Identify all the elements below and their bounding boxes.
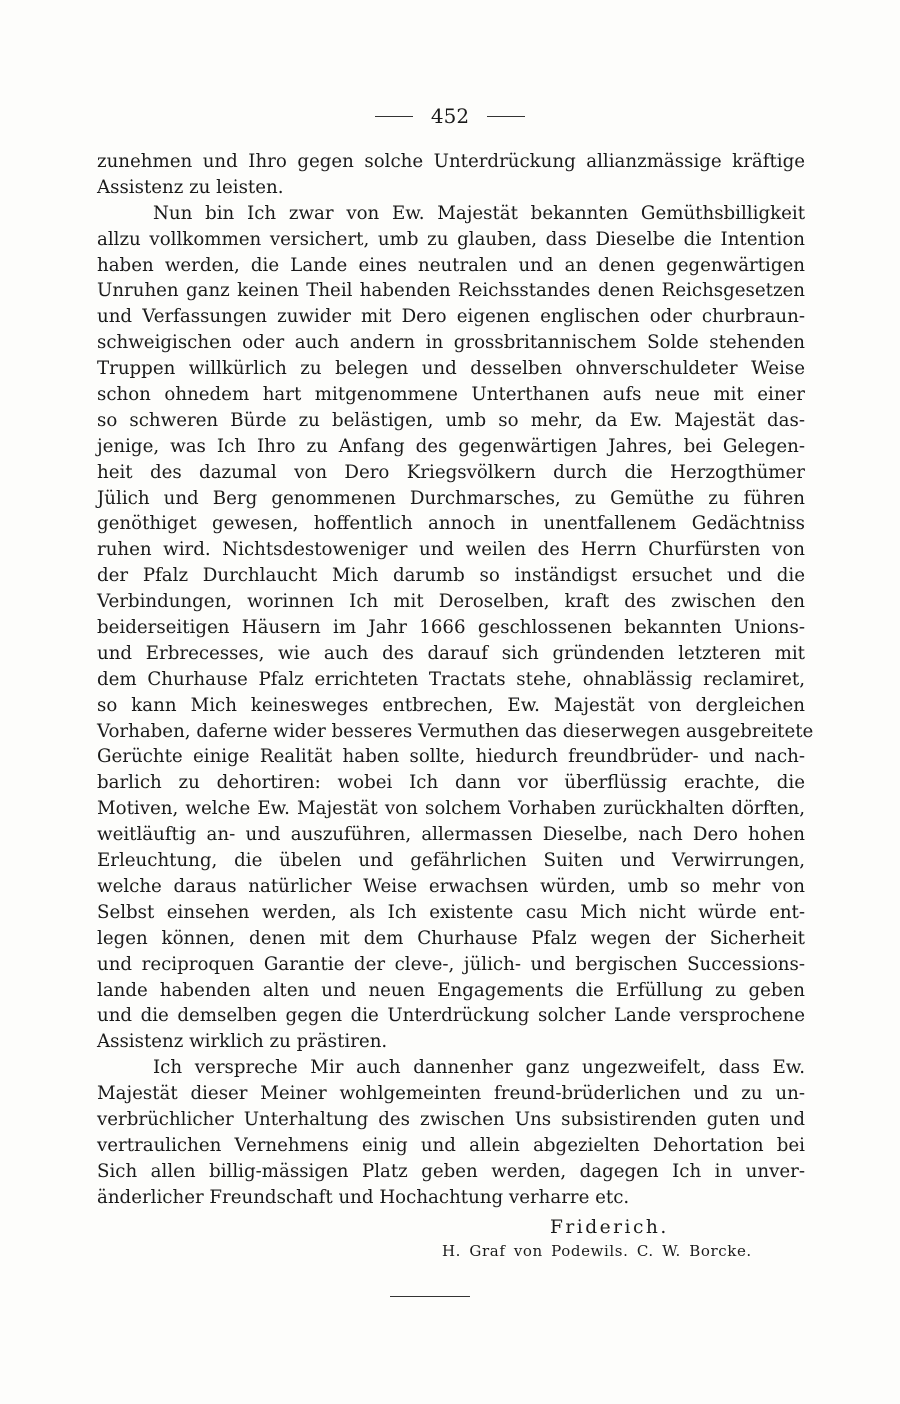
text-line: änderlicher Freundschaft und Hochachtung verharre etc. xyxy=(97,1186,630,1208)
text-line: lande habenden alten und neuen Engagements die Erfüllung zu geben xyxy=(97,979,805,1001)
page-number-rule-left xyxy=(375,116,413,117)
text-line: haben werden, die Lande eines neutralen und an denen gegenwärtigen xyxy=(97,254,805,276)
text-line: Ich verspreche Mir auch dannenher ganz ungezweifelt, dass Ew. xyxy=(153,1057,805,1079)
text-line: der Pfalz Durchlaucht Mich darumb so inständigst ersuchet und die xyxy=(97,565,805,587)
letter-body xyxy=(97,149,814,1211)
text-line: so schweren Bürde zu belästigen, umb so mehr, da Ew. Majestät das- xyxy=(97,409,805,431)
text-line: allzu vollkommen versichert, umb zu glauben, dass Dieselbe die Intention xyxy=(97,228,805,250)
text-line: barlich zu dehortiren: wobei Ich dann vor überflüssig erachte, die xyxy=(97,772,805,794)
page-number: 452 xyxy=(430,104,470,128)
text-line: ruhen wird. Nichtsdestoweniger und weilen des Herrn Churfürsten von xyxy=(97,539,805,561)
text-line: dem Churhause Pfalz errichteten Tractats stehe, ohnablässig reclamiret, xyxy=(97,668,805,690)
text-line: und reciproquen Garantie der cleve-, jülich- und bergischen Successions- xyxy=(97,953,805,975)
text-line: und die demselben gegen die Unterdrückung solcher Lande versprochene xyxy=(97,1005,805,1027)
text-line: Majestät dieser Meiner wohlgemeinten freund-brüderlichen und zu un- xyxy=(97,1083,805,1105)
text-line: schon ohnedem hart mitgenommene Unterthanen aufs neue mit einer xyxy=(97,384,805,406)
text-line: welche daraus natürlicher Weise erwachsen würden, umb so mehr von xyxy=(97,875,805,897)
text-line: weitläuftig an- und auszuführen, allermassen Dieselbe, nach Dero hohen xyxy=(97,824,805,846)
text-line: Gerüchte einige Realität haben sollte, hiedurch freundbrüder- und nach- xyxy=(97,746,805,768)
text-line: beiderseitigen Häusern im Jahr 1666 geschlossenen bekannten Unions- xyxy=(97,617,805,639)
text-line: Vorhaben, daferne wider besseres Vermuthen das dieserwegen ausgebreitete xyxy=(97,720,814,742)
text-line: genöthiget gewesen, hoffentlich annoch in unentfallenem Gedächtniss xyxy=(97,513,805,535)
text-line: vertraulichen Vernehmens einig und allein abgezielten Dehortation bei xyxy=(97,1134,805,1156)
text-line: Truppen willkürlich zu belegen und desselben ohnverschuldeter Weise xyxy=(97,358,805,380)
text-line: Nun bin Ich zwar von Ew. Majestät bekannten Gemüthsbilligkeit xyxy=(153,202,805,224)
page-number-header xyxy=(0,104,900,128)
text-line: Assistenz wirklich zu prästiren. xyxy=(97,1031,388,1053)
text-line: Assistenz zu leisten. xyxy=(97,176,284,198)
text-line: Jülich und Berg genommenen Durchmarsches, zu Gemüthe zu führen xyxy=(97,487,805,509)
text-line: Motiven, welche Ew. Majestät von solchem Vorhaben zurückhalten dörften, xyxy=(97,798,805,820)
text-line: Sich allen billig-mässigen Platz geben werden, dagegen Ich in unver- xyxy=(97,1160,805,1182)
text-line: zunehmen und Ihro gegen solche Unterdrückung allianzmässige kräftige xyxy=(97,151,805,172)
page-number-rule-right xyxy=(487,116,525,117)
text-line: heit des dazumal von Dero Kriegsvölkern durch die Herzogthümer xyxy=(97,461,805,483)
text-line: Verbindungen, worinnen Ich mit Deroselben, kraft des zwischen den xyxy=(97,591,805,613)
text-line: Erleuchtung, die übelen und gefährlichen Suiten und Verwirrungen, xyxy=(97,850,805,872)
text-line: Selbst einsehen werden, als Ich existente casu Mich nicht würde ent- xyxy=(97,901,805,923)
text-line: und Erbrecesses, wie auch des darauf sich gründenden letzteren mit xyxy=(97,642,805,664)
text-line: Unruhen ganz keinen Theil habenden Reichsstandes denen Reichsgesetzen xyxy=(97,280,805,302)
signature-name: Friderich. xyxy=(550,1217,669,1238)
text-line: schweigischen oder auch andern in grossbritannischem Solde stehenden xyxy=(97,332,805,354)
text-line: legen können, denen mit dem Churhause Pfalz wegen der Sicherheit xyxy=(97,927,805,949)
text-line: und Verfassungen zuwider mit Dero eigenen englischen oder churbraun- xyxy=(97,306,805,328)
text-line: verbrüchlicher Unterhaltung des zwischen Uns subsistirenden guten und xyxy=(97,1108,805,1130)
text-line: so kann Mich keinesweges entbrechen, Ew. Majestät von dergleichen xyxy=(97,694,805,716)
countersignatures: H. Graf von Podewils. C. W. Borcke. xyxy=(442,1242,752,1260)
end-rule xyxy=(390,1296,470,1297)
text-line: jenige, was Ich Ihro zu Anfang des gegenwärtigen Jahres, bei Gelegen- xyxy=(97,435,805,457)
